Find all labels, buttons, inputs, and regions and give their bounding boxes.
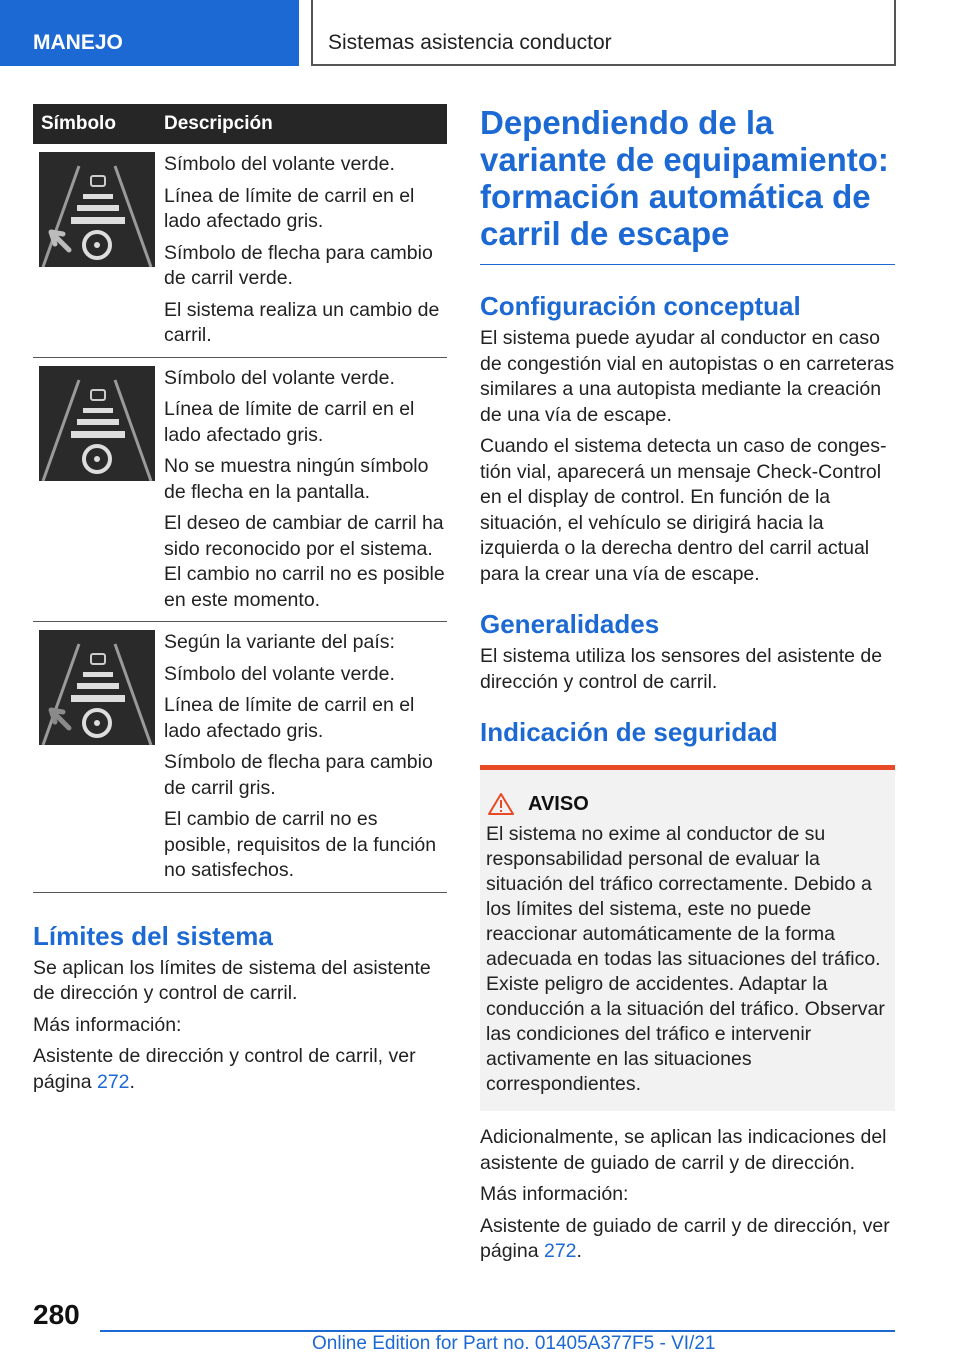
col-description-header: Descripción <box>163 104 447 144</box>
section-tab: MANEJO <box>0 0 299 66</box>
general-heading: Generalidades <box>480 609 660 639</box>
chapter-title: Sistemas asistencia conductor <box>311 0 896 66</box>
safety-heading: Indicación de seguridad <box>480 717 778 747</box>
col-symbol-header: Símbolo <box>33 104 163 144</box>
footer-edition: Online Edition for Part no. 01405A377F5 - VI/21 <box>312 1333 716 1354</box>
table-row <box>33 622 447 893</box>
additional-paragraph: Adicionalmente, se aplican las indicaciones del asistente de guiado de carril y de dirección. <box>480 1126 887 1174</box>
page-link[interactable]: 272 <box>543 1240 577 1262</box>
general-paragraph: El sistema utiliza los sensores del asistente de dirección y control de carril. <box>480 645 883 693</box>
limits-more-info: Más información: <box>33 1013 182 1036</box>
lane-keeping-steering-wheel-icon <box>39 366 155 481</box>
lane-change-left-arrow-gray-icon <box>39 630 155 745</box>
concept-paragraph: Cuando el sistema detecta un caso de congestión vial, aparecerá un mensaje Check-Control en el display de control. En función de la situación, el vehículo se dirigirá hacia la izquierda o la derecha dentro del carril actual para la crear una vía de escape. <box>480 435 887 585</box>
limits-paragraph: Se aplican los límites de sistema del asistente de dirección y control de carril. <box>33 956 431 1004</box>
table-row <box>33 144 447 357</box>
concept-heading: Configuración conceptual <box>480 291 801 321</box>
main-heading: Dependiendo de la variante de equipamiento: formación automática de carril de escape <box>480 104 895 265</box>
table-row <box>33 357 447 622</box>
limits-reference: Asistente de dirección y control de carril, ver página 272. <box>33 1045 416 1093</box>
table-header-row <box>33 104 447 144</box>
limits-heading: Límites del sistema <box>33 920 273 951</box>
symbol-table <box>33 104 447 893</box>
reference-paragraph: Asistente de guiado de carril y de dirección, ver página 272. <box>480 1214 890 1262</box>
left-column <box>33 104 447 1101</box>
right-column <box>480 104 895 1271</box>
page-link[interactable]: 272 <box>96 1070 130 1093</box>
row-description: Según la variante del país: Símbolo del volante verde. Línea de límite de carril en el lado afectado gris. Símbolo de flecha para cambio de carril gris. El cambio de carril no es posible, requisitos de la función no satisfechos. <box>163 622 447 893</box>
lane-change-left-arrow-green-icon <box>39 152 155 267</box>
row-description: Símbolo del volante verde. Línea de límite de carril en el lado afectado gris. No se muestra ningún símbolo de flecha en la pantalla. El deseo de cambiar de carril ha sido reconocido por el sistema. El cambio no carril no es posible en este momento. <box>163 357 447 622</box>
warning-title: AVISO <box>528 792 589 815</box>
more-info: Más información: <box>480 1183 629 1205</box>
page-number: 280 <box>33 1299 80 1330</box>
concept-paragraph: El sistema puede ayudar al conductor en caso de congestión vial en autopistas o en carreteras similares a una autopista mediante la creación de una vía de escape. <box>480 327 895 426</box>
footer-divider <box>100 1330 895 1332</box>
warning-text: El sistema no exime al conductor de su responsabilidad personal de evaluar la situación del tráfico correctamente. Debido a los límites del sistema, este no puede reaccionar automáticamente de la forma adecuada en todas las situaciones del tráfico. Existe peligro de accidentes. Adaptar la conducción a la situación del tráfico. Observar las condiciones del tráfico e intervenir activamente en las situaciones correspondientes. <box>486 823 885 1095</box>
warning-triangle-icon <box>488 792 514 816</box>
warning-box <box>480 765 895 1111</box>
row-description: Símbolo del volante verde. Línea de límite de carril en el lado afectado gris. Símbolo de flecha para cambio de carril verde. El sistema realiza un cambio de carril. <box>163 144 447 357</box>
